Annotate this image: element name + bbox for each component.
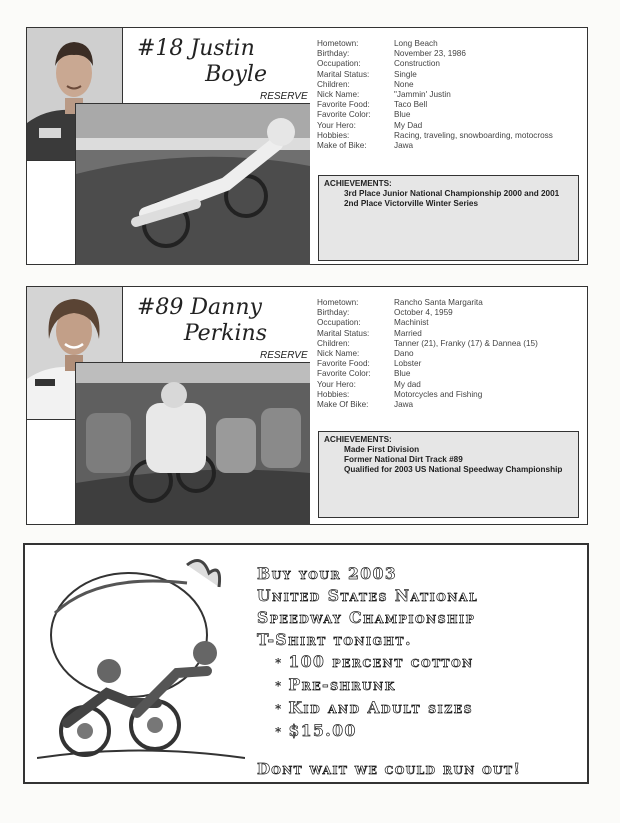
info-row — [317, 141, 553, 151]
info-row — [317, 349, 538, 359]
info-key: Birthday: — [317, 49, 350, 59]
promo-bullet: * $15.00 — [275, 720, 478, 743]
info-value: Blue — [394, 369, 411, 379]
info-key: Hobbies: — [317, 389, 350, 399]
info-value: Racing, traveling, snowboarding, motocross — [394, 130, 553, 140]
info-value: Motorcycles and Fishing — [394, 389, 483, 399]
rider-number-first-name: #18 Justin — [137, 36, 255, 61]
promo-closing-line: Dont wait we could run out! — [257, 760, 522, 778]
rider-card-boyle — [26, 27, 588, 265]
info-value: Lobster — [394, 359, 422, 369]
info-row — [317, 390, 538, 400]
info-key: Birthday: — [317, 308, 350, 318]
info-row — [317, 369, 538, 379]
promo-line: United States National — [257, 586, 479, 605]
info-key: Children: — [317, 79, 350, 89]
achievement-item: Qualified for 2003 US National Speedway Championship — [344, 465, 563, 474]
info-key: Make Of Bike: — [317, 400, 369, 410]
achievements-box — [318, 431, 579, 518]
info-value: Long Beach — [394, 39, 438, 48]
rider-info-list — [317, 39, 553, 151]
info-row — [317, 318, 538, 328]
info-key: Your Hero: — [317, 120, 356, 130]
info-row — [317, 298, 538, 308]
info-key: Hometown: — [317, 298, 359, 307]
info-key: Nick Name: — [317, 349, 360, 359]
info-value: Married — [394, 328, 422, 338]
info-row — [317, 59, 553, 69]
info-row — [317, 70, 553, 80]
info-value: Jawa — [394, 141, 414, 151]
reserve-label: RESERVE — [260, 91, 308, 102]
promo-bullet: * 100 percent cotton — [275, 651, 478, 674]
info-key: Occupation: — [317, 59, 361, 69]
promo-bullet: * Pre-shrunk — [275, 674, 478, 697]
info-row — [317, 339, 538, 349]
info-value: My Dad — [394, 120, 423, 130]
achievement-item: Former National Dirt Track #89 — [344, 455, 463, 464]
info-row — [317, 131, 553, 141]
promo-bullet-list — [257, 651, 478, 743]
info-row — [317, 359, 538, 369]
info-row — [317, 329, 538, 339]
info-key: Favorite Food: — [317, 100, 370, 110]
info-value: My dad — [394, 379, 421, 389]
reserve-label: RESERVE — [260, 350, 308, 361]
info-value: Blue — [394, 110, 411, 120]
tshirt-promo-box — [23, 543, 589, 784]
promo-line: T-Shirt tonight. — [257, 630, 413, 649]
achievements-box — [318, 175, 579, 261]
info-key: Marital Status: — [317, 69, 370, 79]
promo-headline — [257, 563, 478, 743]
info-key: Favorite Food: — [317, 359, 370, 369]
info-key: Favorite Color: — [317, 110, 371, 120]
rider-name — [137, 295, 277, 347]
info-key: Children: — [317, 338, 350, 348]
achievement-item: Made First Division — [344, 445, 420, 454]
info-key: Your Hero: — [317, 379, 356, 389]
info-value: Dano — [394, 349, 414, 359]
info-value: Taco Bell — [394, 100, 428, 110]
info-key: Occupation: — [317, 318, 361, 328]
promo-bullet: * Kid and Adult sizes — [275, 697, 478, 720]
info-row — [317, 400, 538, 410]
rider-last-name: Perkins — [183, 321, 267, 346]
achievement-item: 3rd Place Junior National Championship 2000 and 2001 — [344, 189, 560, 198]
info-row — [317, 110, 553, 120]
info-key: Nick Name: — [317, 90, 360, 100]
info-key: Favorite Color: — [317, 369, 371, 379]
info-row — [317, 39, 553, 49]
info-value: Tanner (21), Franky (17) & Dannea (15) — [394, 338, 538, 348]
info-value: Jawa — [394, 400, 414, 410]
achievement-item: 2nd Place Victorville Winter Series — [344, 199, 479, 208]
promo-line: Speedway Championship — [257, 608, 476, 627]
promo-line: Buy your 2003 — [257, 564, 398, 583]
info-key: Marital Status: — [317, 328, 370, 338]
info-key: Hometown: — [317, 39, 359, 48]
achievements-title: ACHIEVEMENTS: — [324, 179, 392, 188]
info-value: Construction — [394, 59, 440, 69]
info-key: Make of Bike: — [317, 141, 367, 151]
info-row — [317, 380, 538, 390]
info-row — [317, 100, 553, 110]
rider-card-perkins — [26, 286, 588, 525]
achievements-title: ACHIEVEMENTS: — [324, 435, 392, 444]
info-value: Machinist — [394, 318, 429, 328]
info-value: Rancho Santa Margarita — [394, 298, 483, 307]
championship-logo — [37, 553, 245, 775]
rider-number-first-name: #89 Danny — [137, 295, 262, 320]
rider-action-photo — [75, 103, 310, 265]
rider-info-list — [317, 298, 538, 410]
info-value: November 23, 1986 — [394, 49, 466, 59]
rider-last-name: Boyle — [205, 62, 267, 87]
info-value: October 4, 1959 — [394, 308, 453, 318]
rider-name — [137, 36, 277, 88]
info-value: None — [394, 79, 414, 89]
info-row — [317, 90, 553, 100]
rider-action-photo — [75, 362, 310, 525]
info-value: Single — [394, 69, 417, 79]
info-row — [317, 308, 538, 318]
info-row — [317, 80, 553, 90]
info-key: Hobbies: — [317, 130, 350, 140]
info-row — [317, 49, 553, 59]
info-value: "Jammin' Justin — [394, 90, 451, 100]
info-row — [317, 121, 553, 131]
